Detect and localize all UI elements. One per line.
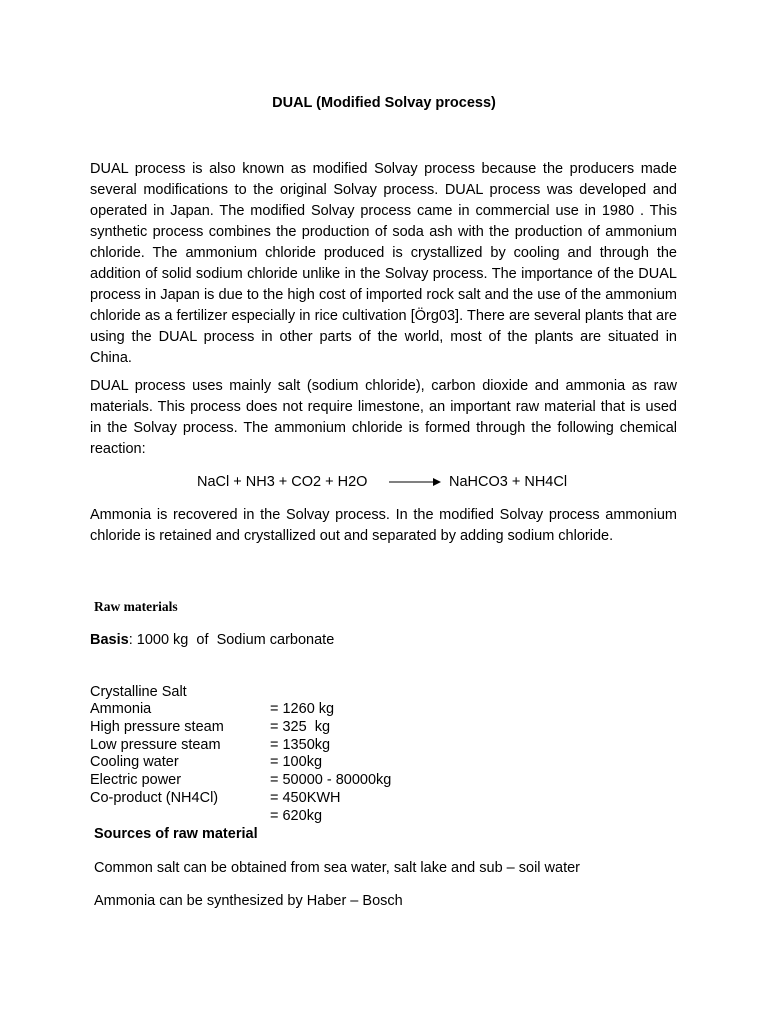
material-name: High pressure steam (90, 719, 224, 736)
material-name: Crystalline Salt (90, 683, 187, 700)
basis-label: Basis (90, 632, 129, 648)
raw-materials-paragraph: DUAL process uses mainly salt (sodium chloride), carbon dioxide and ammonia as raw materials. This process does not require limestone, an important raw material that is used in the Solvay process. The ammonium chloride is formed through the following chemical reaction: (90, 378, 677, 457)
material-name: Co-product (NH4Cl) (90, 789, 219, 806)
material-quantity: = 100kg (270, 754, 323, 771)
reaction-arrow-icon (389, 474, 441, 490)
material-quantity: = 450KWH (270, 789, 341, 806)
source-salt: Common salt can be obtained from sea water, salt lake and sub – soil water (94, 860, 581, 876)
material-quantity: = 1350kg (270, 736, 331, 753)
ammonia-paragraph: Ammonia is recovered in the Solvay process. In the modified Solvay process ammonium chloride is retained and crystallized out and separated by adding sodium chloride. (90, 507, 677, 544)
document-title: DUAL (Modified Solvay process) (272, 95, 496, 111)
material-name: Cooling water (90, 754, 179, 771)
intro-paragraph: DUAL process is also known as modified Solvay process because the producers made several modifications to the original Solvay process. DUAL process was developed and operated in Japan. The modified Solvay process came in commercial use in 1980 . This synthetic process combines the production of soda ash with the production of ammonium chloride. The ammonium chloride produced is crystallized by cooling and through the addition of solid sodium chloride unlike in the Solvay process. The importance of the DUAL process in Japan is due to the high cost of imported rock salt and the use of the ammonium chloride as a fertilizer especially in rice cultivation [Örg03]. There are several plants that are using the DUAL process in other parts of the world, most of the plants are situated in China. (90, 161, 677, 366)
chemical-reaction (197, 472, 568, 492)
source-ammonia: Ammonia can be synthesized by Haber – Bosch (94, 893, 403, 909)
material-name: Ammonia (90, 701, 152, 718)
basis-line (90, 630, 334, 650)
material-quantity: = 620kg (270, 807, 323, 824)
reaction-products: NaHCO3 + NH4Cl (449, 474, 568, 490)
raw-materials-heading: Raw materials (94, 599, 178, 614)
material-name: Electric power (90, 772, 182, 789)
material-name: Low pressure steam (90, 736, 221, 753)
material-quantity: = 1260 kg (270, 701, 335, 718)
materials-list (90, 666, 490, 824)
basis-value: : 1000 kg of Sodium carbonate (128, 632, 335, 648)
sources-heading: Sources of raw material (94, 826, 258, 842)
material-quantity: = 325 kg (270, 719, 331, 736)
reaction-reactants: NaCl + NH3 + CO2 + H2O (197, 474, 368, 490)
material-quantity: = 50000 - 80000kg (270, 772, 392, 789)
